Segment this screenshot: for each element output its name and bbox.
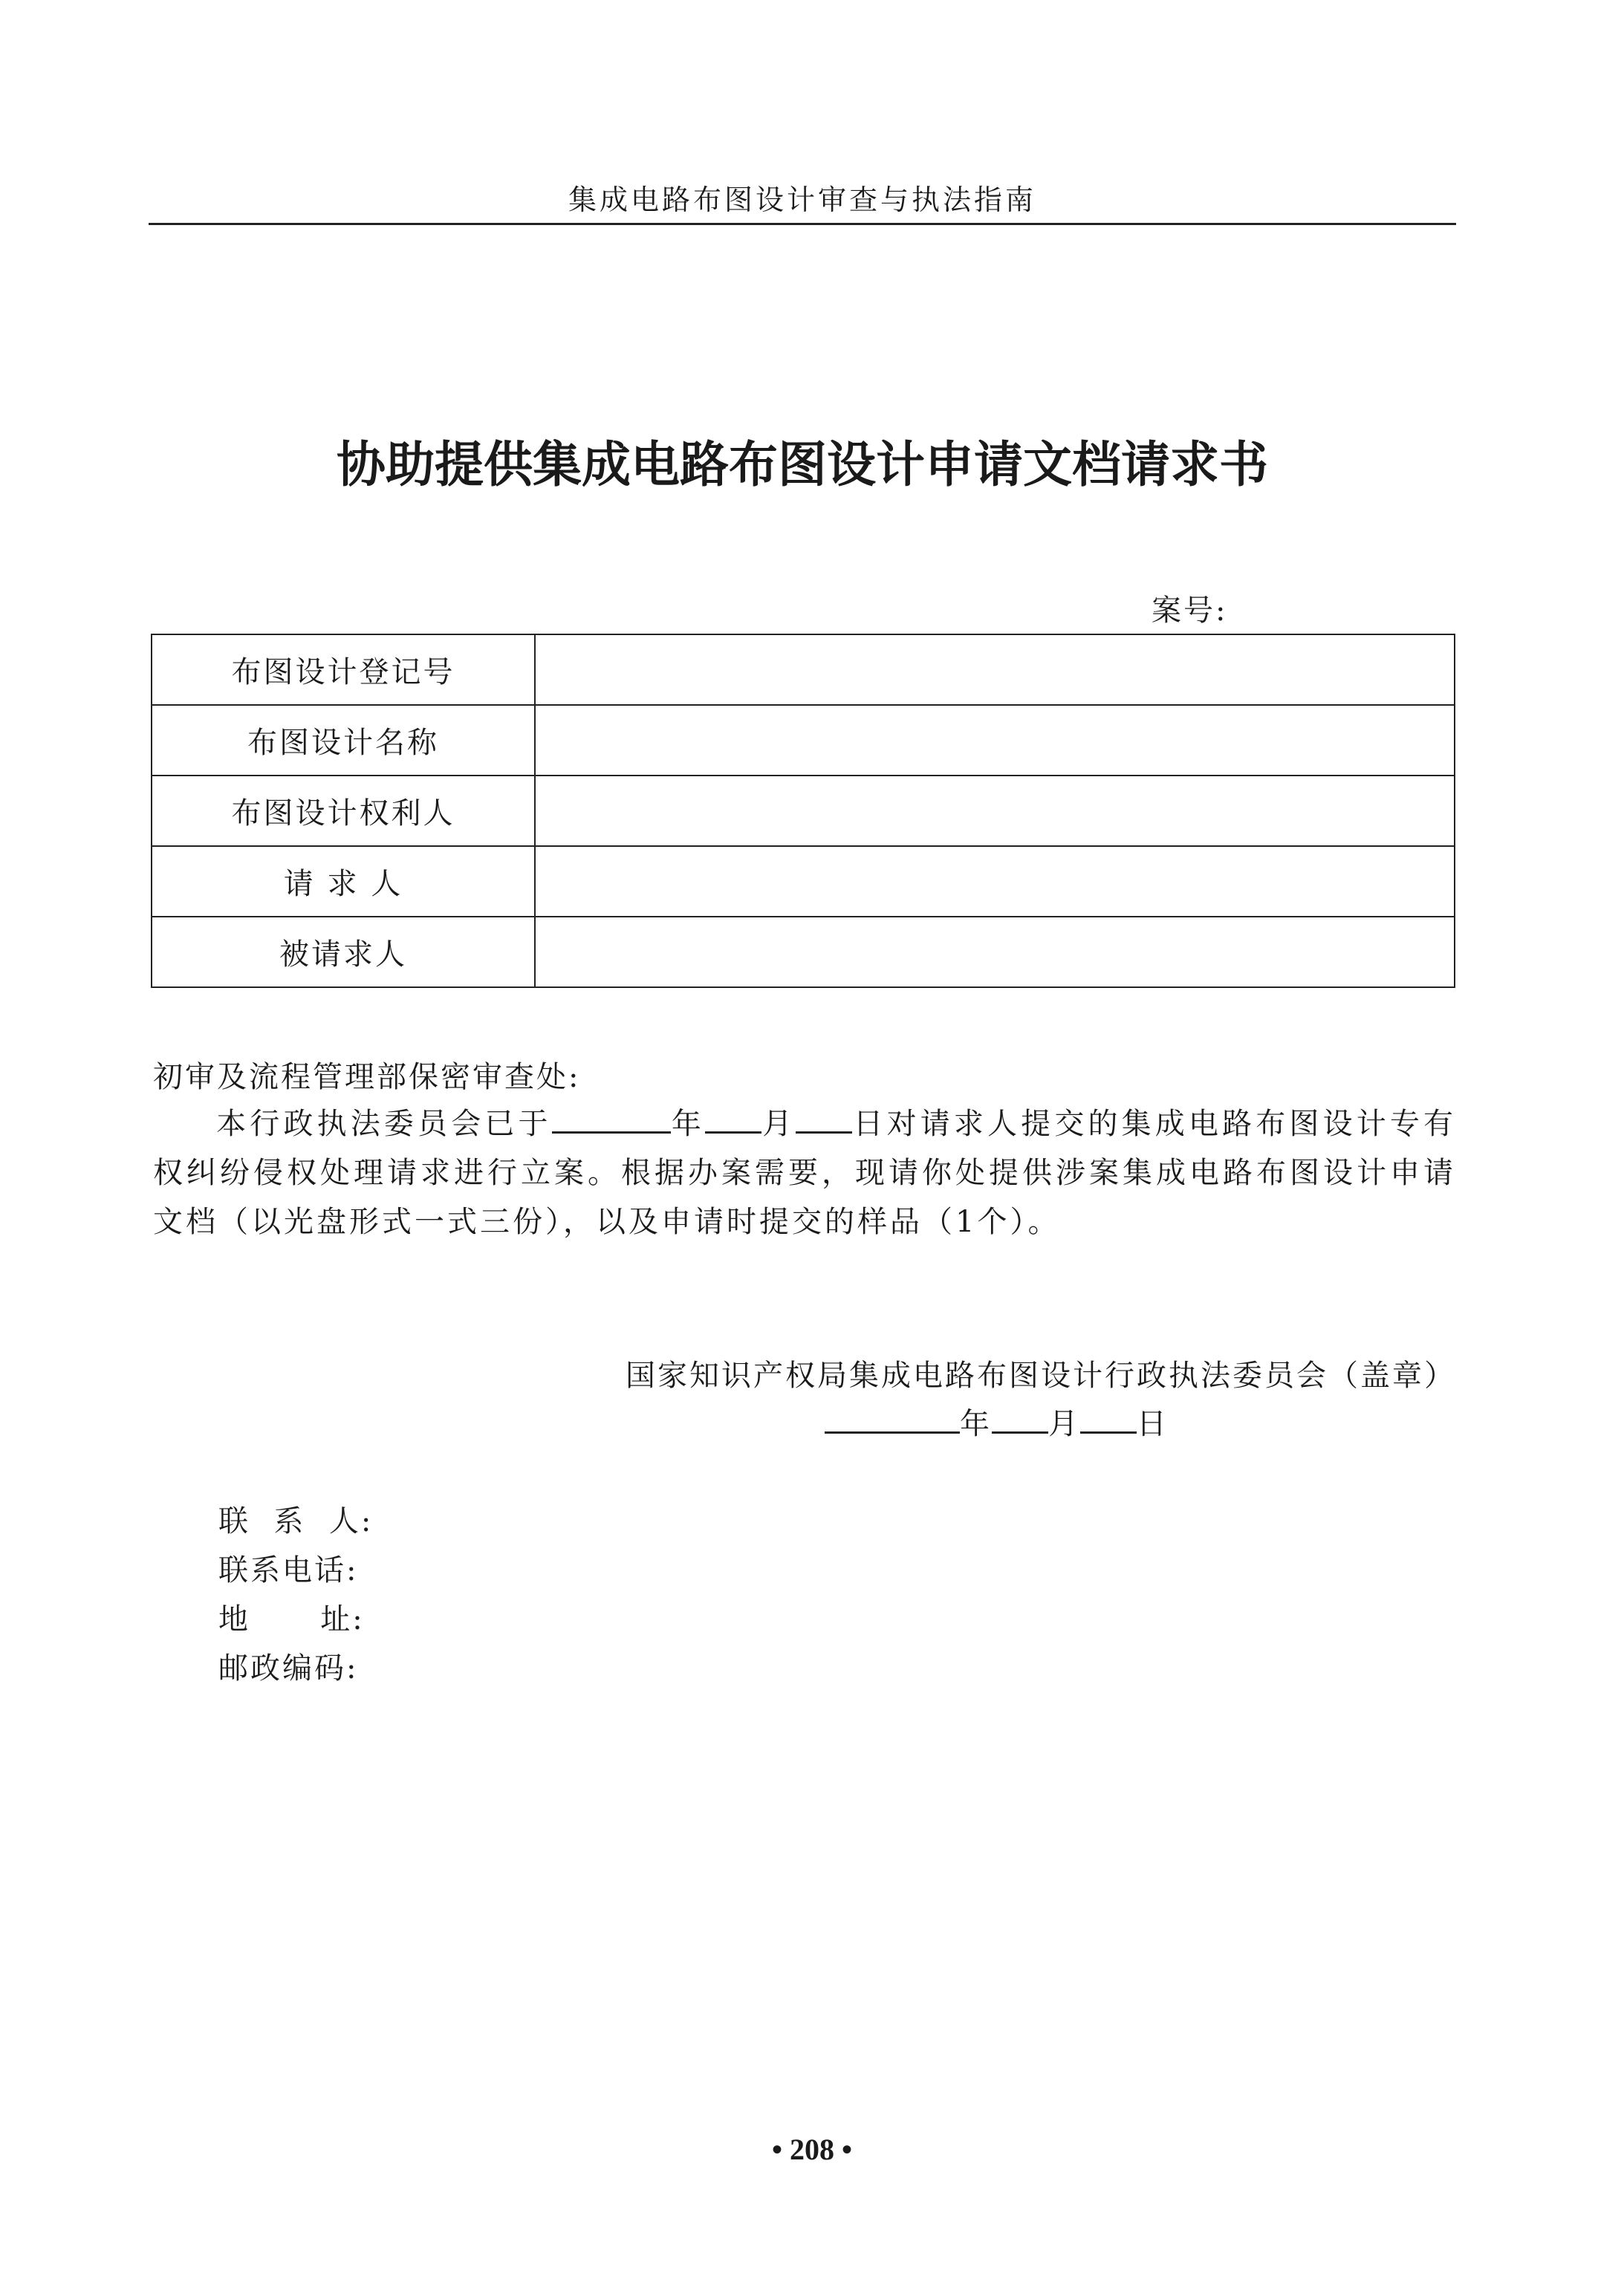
issuer-signature: 国家知识产权局集成电路布图设计行政执法委员会（盖章） — [626, 1359, 1456, 1393]
table-row — [152, 705, 1455, 776]
table-row — [152, 776, 1455, 846]
sign-year-label: 年 — [960, 1407, 992, 1441]
signature-date — [825, 1400, 1169, 1443]
row-label: 请 求 人 — [152, 846, 535, 917]
contact-block — [218, 1497, 373, 1693]
sign-day-blank[interactable] — [1080, 1405, 1137, 1434]
month-blank[interactable] — [705, 1105, 761, 1134]
sign-year-blank[interactable] — [825, 1405, 960, 1434]
sign-day-label: 日 — [1137, 1407, 1169, 1441]
table-row — [152, 846, 1455, 917]
registration-number-value[interactable] — [535, 634, 1455, 705]
sign-month-label: 月 — [1048, 1407, 1080, 1441]
row-label: 布图设计权利人 — [152, 776, 535, 846]
day-blank[interactable] — [796, 1105, 852, 1134]
contact-postcode-label: 邮政编码: — [218, 1651, 359, 1686]
letter-body — [153, 1099, 1456, 1246]
body-text-part2: 日对请求人提交的集成电路布图设计专有权纠纷侵权处理请求进行立案。根据办案需要，现请你处提供涉案集成电路布图设计申请文档（以光盘形式一式三份），以及申请时提交的样品（1个）。 — [153, 1107, 1457, 1239]
row-label: 布图设计登记号 — [152, 634, 535, 705]
body-text-part1: 本行政执法委员会已于 — [215, 1107, 552, 1141]
table-row — [152, 634, 1455, 705]
right-holder-value[interactable] — [535, 776, 1455, 846]
contact-person-label: 联 系 人: — [218, 1504, 374, 1538]
header-divider — [149, 223, 1456, 225]
contact-address-label: 地 址: — [218, 1602, 365, 1636]
running-header: 集成电路布图设计审查与执法指南 — [568, 183, 1036, 216]
document-title: 协助提供集成电路布图设计申请文档请求书 — [337, 436, 1268, 493]
respondent-value[interactable] — [535, 917, 1455, 987]
page-number: • 208 • — [771, 2133, 852, 2166]
design-name-value[interactable] — [535, 705, 1455, 776]
sign-month-blank[interactable] — [992, 1405, 1048, 1434]
addressee: 初审及流程管理部保密审查处: — [153, 1060, 581, 1094]
contact-phone-label: 联系电话: — [218, 1553, 359, 1587]
application-info-table — [151, 634, 1455, 988]
table-row — [152, 917, 1455, 987]
month-label: 月 — [761, 1107, 796, 1141]
row-label: 被请求人 — [152, 917, 535, 987]
year-label: 年 — [670, 1107, 705, 1141]
requester-value[interactable] — [535, 846, 1455, 917]
case-number-label: 案号: — [1152, 594, 1228, 628]
year-blank[interactable] — [552, 1105, 671, 1134]
row-label: 布图设计名称 — [152, 705, 535, 776]
